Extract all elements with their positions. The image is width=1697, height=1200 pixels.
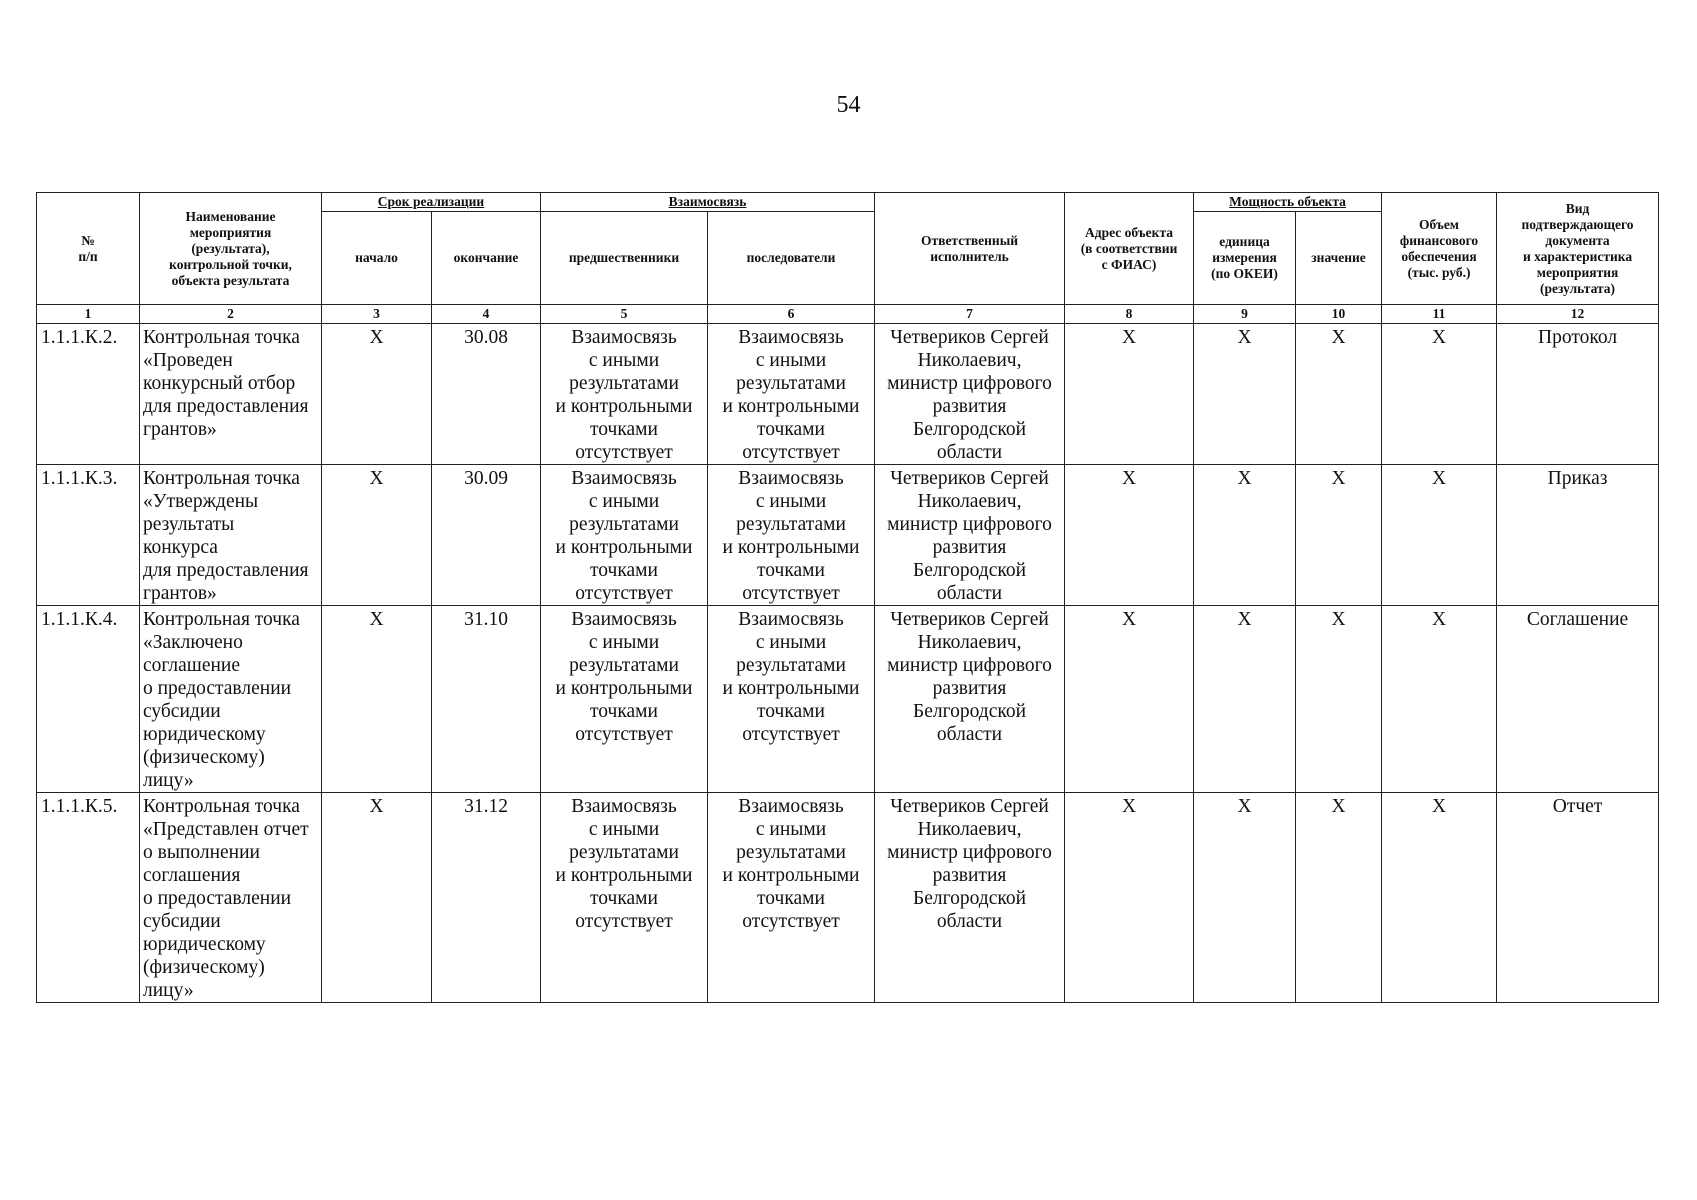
row-value: X xyxy=(1296,793,1382,1003)
row-address: X xyxy=(1065,793,1194,1003)
row-name: Контрольная точка «Представлен отчет о выполнении соглашения о предоставлении субсидии юридическому (физическому) лицу» xyxy=(140,793,322,1003)
col-number: 5 xyxy=(541,305,708,324)
header-term-end: окончание xyxy=(432,212,541,305)
row-doc: Протокол xyxy=(1497,324,1659,465)
row-end: 30.09 xyxy=(432,465,541,606)
header-row-numbers xyxy=(37,305,1659,324)
col-number: 6 xyxy=(708,305,875,324)
row-value: X xyxy=(1296,606,1382,793)
row-code: 1.1.1.К.4. xyxy=(37,606,140,793)
row-end: 30.08 xyxy=(432,324,541,465)
row-responsible: Четвериков Сергей Николаевич, министр цифрового развития Белгородской области xyxy=(875,465,1065,606)
col-number: 3 xyxy=(322,305,432,324)
row-name: Контрольная точка «Утверждены результаты конкурса для предоставления грантов» xyxy=(140,465,322,606)
header-row-group xyxy=(37,193,1659,212)
col-number: 11 xyxy=(1382,305,1497,324)
row-finance: X xyxy=(1382,324,1497,465)
row-code: 1.1.1.К.5. xyxy=(37,793,140,1003)
col-number: 1 xyxy=(37,305,140,324)
row-doc: Отчет xyxy=(1497,793,1659,1003)
row-unit: X xyxy=(1194,465,1296,606)
row-doc: Соглашение xyxy=(1497,606,1659,793)
header-finance: Объем финансового обеспечения (тыс. руб.) xyxy=(1382,193,1497,305)
row-value: X xyxy=(1296,465,1382,606)
row-finance: X xyxy=(1382,793,1497,1003)
header-capacity-group: Мощность объекта xyxy=(1194,193,1382,212)
table-row xyxy=(37,793,1659,1003)
row-predecessors: Взаимосвязь с иными результатами и контрольными точками отсутствует xyxy=(541,324,708,465)
row-successors: Взаимосвязь с иными результатами и контрольными точками отсутствует xyxy=(708,465,875,606)
header-name: Наименование мероприятия (результата), контрольной точки, объекта результата xyxy=(140,193,322,305)
table-row xyxy=(37,606,1659,793)
row-address: X xyxy=(1065,324,1194,465)
row-address: X xyxy=(1065,465,1194,606)
row-end: 31.10 xyxy=(432,606,541,793)
col-number: 9 xyxy=(1194,305,1296,324)
header-address: Адрес объекта (в соответствии с ФИАС) xyxy=(1065,193,1194,305)
row-successors: Взаимосвязь с иными результатами и контрольными точками отсутствует xyxy=(708,606,875,793)
header-link-succ: последователи xyxy=(708,212,875,305)
row-unit: X xyxy=(1194,324,1296,465)
row-end: 31.12 xyxy=(432,793,541,1003)
table-row xyxy=(37,465,1659,606)
row-start: X xyxy=(322,465,432,606)
header-link-pred: предшественники xyxy=(541,212,708,305)
header-capacity-value: значение xyxy=(1296,212,1382,305)
row-start: X xyxy=(322,606,432,793)
row-finance: X xyxy=(1382,465,1497,606)
row-successors: Взаимосвязь с иными результатами и контрольными точками отсутствует xyxy=(708,324,875,465)
header-term-group: Срок реализации xyxy=(322,193,541,212)
row-name: Контрольная точка «Проведен конкурсный отбор для предоставления грантов» xyxy=(140,324,322,465)
header-num: № п/п xyxy=(37,193,140,305)
col-number: 2 xyxy=(140,305,322,324)
row-responsible: Четвериков Сергей Николаевич, министр цифрового развития Белгородской области xyxy=(875,793,1065,1003)
row-predecessors: Взаимосвязь с иными результатами и контрольными точками отсутствует xyxy=(541,606,708,793)
row-start: X xyxy=(322,793,432,1003)
table-row xyxy=(37,324,1659,465)
row-responsible: Четвериков Сергей Николаевич, министр цифрового развития Белгородской области xyxy=(875,606,1065,793)
row-responsible: Четвериков Сергей Николаевич, министр цифрового развития Белгородской области xyxy=(875,324,1065,465)
row-start: X xyxy=(322,324,432,465)
col-number: 8 xyxy=(1065,305,1194,324)
page-number: 54 xyxy=(836,92,861,118)
col-number: 12 xyxy=(1497,305,1659,324)
row-code: 1.1.1.К.3. xyxy=(37,465,140,606)
row-address: X xyxy=(1065,606,1194,793)
header-term-start: начало xyxy=(322,212,432,305)
header-responsible: Ответственный исполнитель xyxy=(875,193,1065,305)
header-capacity-unit: единица измерения (по ОКЕИ) xyxy=(1194,212,1296,305)
control-points-table xyxy=(36,192,1659,1003)
row-predecessors: Взаимосвязь с иными результатами и контрольными точками отсутствует xyxy=(541,465,708,606)
row-finance: X xyxy=(1382,606,1497,793)
header-link-group: Взаимосвязь xyxy=(541,193,875,212)
row-doc: Приказ xyxy=(1497,465,1659,606)
row-value: X xyxy=(1296,324,1382,465)
col-number: 10 xyxy=(1296,305,1382,324)
col-number: 4 xyxy=(432,305,541,324)
row-predecessors: Взаимосвязь с иными результатами и контрольными точками отсутствует xyxy=(541,793,708,1003)
header-doc-type: Вид подтверждающего документа и характеристика мероприятия (результата) xyxy=(1497,193,1659,305)
row-code: 1.1.1.К.2. xyxy=(37,324,140,465)
row-unit: X xyxy=(1194,606,1296,793)
row-unit: X xyxy=(1194,793,1296,1003)
row-successors: Взаимосвязь с иными результатами и контрольными точками отсутствует xyxy=(708,793,875,1003)
col-number: 7 xyxy=(875,305,1065,324)
row-name: Контрольная точка «Заключено соглашение о предоставлении субсидии юридическому (физическому) лицу» xyxy=(140,606,322,793)
